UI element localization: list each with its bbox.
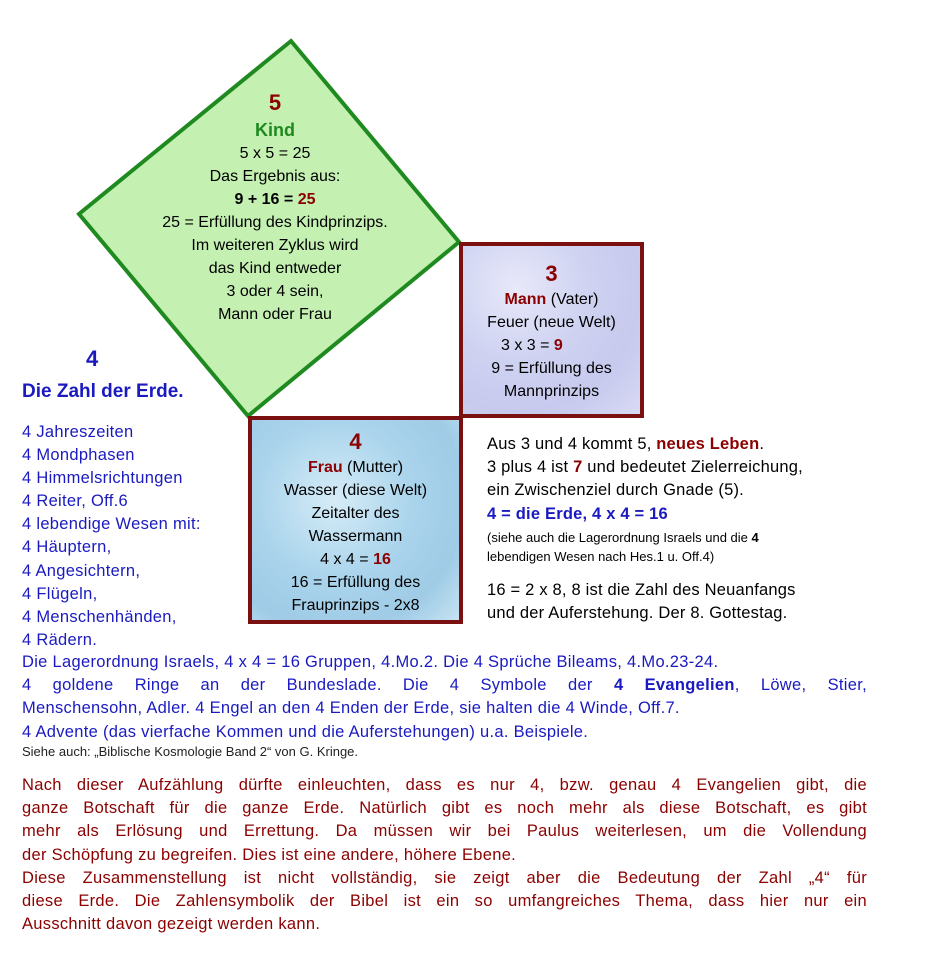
list-item: 4 Angesichtern, [22,561,141,580]
text: 3 plus 4 ist [487,458,574,477]
woman-line: Zeitalter des [311,505,400,522]
text: (siehe auch die Lagerordnung Israels und die [487,529,752,545]
text: 4 goldene Ringe an der Bundeslade. Die 4 Symbole der [22,676,614,695]
equation-text: 4 x 4 = [320,551,374,568]
man-equation [463,334,640,357]
list-item: 4 Rädern. [22,630,98,649]
conclusion-line: der Schöpfung zu begreifen. Dies ist eine andere, höhere Ebene. [22,845,517,864]
diamond-number: 5 [268,90,282,115]
examples-line: 4 Advente (das vierfache Kommen und die Auferstehungen) u.a. Beispiele. [22,722,589,741]
woman-title [252,456,459,479]
woman-box [248,416,463,624]
text: Aus 3 und 4 kommt 5, [487,435,657,453]
text: , Löwe, Stier, [734,676,867,695]
list-item: 4 Reiter, Off.6 [22,492,128,511]
diamond-line: Mann oder Frau [218,306,332,323]
reference-note: lebendigen Wesen nach Hes.1 u. Off.4) [487,548,715,564]
earth-fours-list [22,421,201,652]
earth-equation: 4 = die Erde, 4 x 4 = 16 [487,504,668,523]
earth-title: Die Zahl der Erde. [22,381,184,402]
conclusion-line: ganze Botschaft für die ganze Erde. Natürlich gibt es noch mehr als diese Botschaft, es gibt [22,799,867,818]
diamond-line: das Kind entweder [208,260,342,277]
diamond-line: 5 x 5 = 25 [239,145,311,162]
diamond-equation [105,188,445,211]
list-item: 4 Flügeln, [22,584,98,603]
equation-text: 9 + 16 = [234,191,298,208]
eight-line: und der Auferstehung. Der 8. Gottestag. [487,604,788,623]
conclusion-line: Diese Zusammenstellung ist nicht vollständig, sie zeigt aber die Bedeutung der Zahl „4“ für [22,868,867,887]
examples-line: Menschensohn, Adler. 4 Engel an den 4 Enden der Erde, sie halten die 4 Winde, Off.7. [22,699,680,718]
seven-line [487,456,803,479]
woman-title-label: Frau [307,459,343,476]
man-box [459,242,644,418]
diamond-line: Das Ergebnis aus: [209,168,341,185]
list-item: 4 Himmelsrichtungen [22,469,183,488]
conclusion-line: diese Erde. Die Zahlensymbolik der Bibel ist ein so umfangreiches Thema, dass hier nur ein [22,892,867,911]
reference-note [487,528,803,547]
seven-highlight: 7 [573,458,583,477]
grace-line: ein Zwischenziel durch Gnade (5). [487,481,744,500]
conclusion-block [22,774,867,936]
woman-title-suffix: (Mutter) [342,459,404,476]
examples-line [22,674,867,697]
man-title-label: Mann [504,291,547,308]
diamond-line: 25 = Erfüllung des Kindprinzips. [162,214,388,231]
woman-line: 16 = Erfüllung des [290,574,421,591]
right-explanation [487,433,803,625]
text: und bedeutet Zielerreichung, [582,458,803,477]
list-item: 4 Menschenhänden, [22,607,177,626]
list-item: 4 lebendige Wesen mit: [22,515,201,534]
conclusion-line: Ausschnitt davon gezeigt werden kann. [22,915,321,934]
man-line: 9 = Erfüllung des [491,360,612,377]
man-title-suffix: (Vater) [546,291,599,308]
conclusion-line: mehr als Erlösung und Errettung. Da müssen wir bei Paulus weiterlesen, um die Vollendung [22,822,867,841]
list-item: 4 Häuptern, [22,538,112,557]
text: 4 [751,529,759,545]
woman-line: Wassermann [308,528,403,545]
equation-text: 3 x 3 = [501,337,554,354]
woman-line: Frauprinzips - 2x8 [291,597,420,614]
equation-result: 16 [373,551,391,568]
equation-result: 9 [553,337,563,354]
list-item: 4 Mondphasen [22,446,135,465]
man-line: Mannprinzips [503,383,600,400]
diamond-line: Im weiteren Zyklus wird [191,237,359,254]
man-title [463,288,640,311]
new-life-line [487,433,803,456]
equation-result: 25 [297,191,316,208]
text: . [759,435,765,453]
reference-line: Siehe auch: „Biblische Kosmologie Band 2“ von G. Kringe. [22,744,359,759]
gospels-highlight: 4 Evangelien [613,676,735,695]
woman-equation [252,548,459,571]
woman-line: Wasser (diese Welt) [283,482,428,499]
man-number: 3 [545,261,558,286]
diamond-title: Kind [255,120,295,140]
conclusion-line: Nach dieser Aufzählung dürfte einleuchten, dass es nur 4, bzw. genau 4 Evangelien gibt, die [22,776,867,794]
examples-block [22,651,867,744]
child-diamond-text [105,88,445,326]
new-life-highlight: neues Leben [656,435,760,453]
examples-line: Die Lagerordnung Israels, 4 x 4 = 16 Gruppen, 4.Mo.2. Die 4 Sprüche Bileams, 4.Mo.23-24. [22,653,719,671]
man-line: Feuer (neue Welt) [487,314,616,331]
earth-number: 4 [86,346,99,371]
diamond-line: 3 oder 4 sein, [226,283,324,300]
eight-line: 16 = 2 x 8, 8 ist die Zahl des Neuanfangs [487,580,796,599]
list-item: 4 Jahreszeiten [22,423,134,441]
woman-number: 4 [349,429,362,454]
